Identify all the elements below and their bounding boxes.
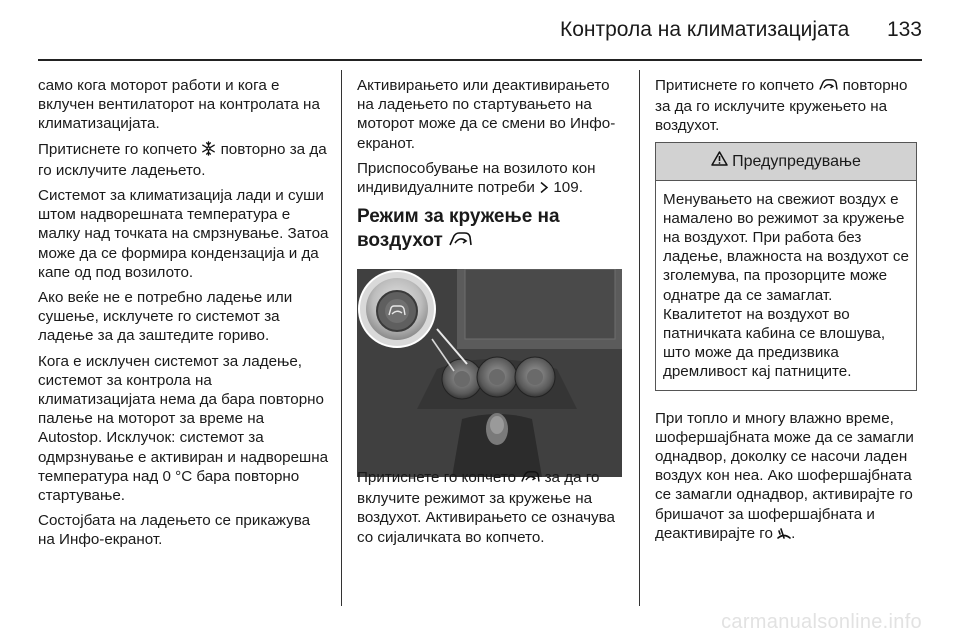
column-2 [357, 76, 625, 546]
paragraph: Состојбата на ладењето се прикажува на Инфо-екранот. [38, 512, 311, 549]
column-3 [655, 76, 922, 551]
paragraph: При топло и многу влажно време, шофершајбната може да се замагли однадвор, доколку се насочи ладен воздух кон неа. Ако шофершајбната се замагли однадвор, активирајте го бришачот за шофершајбната и деактивирајте го . [655, 409, 922, 545]
paragraph: Системот за климатизација лади и суши штом надворешната температура е малку над точката на смрзнување. Затоа може да се формира кондензација и да капе од под возилото. [38, 187, 329, 281]
paragraph: Кога е исклучен системот за ладење, системот за контрола на климатизацијата нема да бара повторно палење на моторот за време на Autostop. Исклучок: системот за одмрзнување е активиран и надворешна температура над 0 °C бара повторно стартување. [38, 352, 329, 505]
air-recirculation-icon [818, 78, 838, 97]
paragraph: Ако веќе не е потребно ладење или сушење, исклучете го системот за ладење за да заштедите гориво. [38, 289, 293, 345]
watermark: carmanualsonline.info [721, 611, 922, 633]
warning-header [656, 143, 916, 181]
page-number: 133 [886, 18, 922, 41]
warning-text: Менувањето на свежиот воздух е намалено во режимот за кружење на воздухот. При работа без ладење, влажноста на воздухот се зголемува, па прозорците може однатре да се замаглат. Квалитетот на воздухот во патничката кабина се влошува, што може да предизвика дремливост кај патниците. [663, 190, 909, 381]
paragraph: Притиснете го копчето повторно за да го исклучите ладењето. [38, 140, 327, 179]
paragraph: Приспособување на возилото кон индивидуалните потреби 109. [357, 159, 625, 199]
column-1 [38, 76, 330, 556]
page-header-title: Контрола на климатизацијата [560, 18, 850, 41]
warning-title: Предупредување [732, 152, 861, 170]
paragraph: само кога моторот работи и кога е вклучен вентилаторот на контролата на климатизацијата. [38, 77, 320, 133]
column-divider-2 [639, 70, 640, 606]
column-divider-1 [341, 70, 342, 606]
header-rule [38, 59, 922, 61]
warning-triangle-icon [711, 151, 728, 171]
photo-caption: Притиснете го копчето за да го вклучите режимот за кружење на воздухот. Активирањето се означува со сијаличката во копчето. [357, 469, 615, 546]
snowflake-ac-icon [201, 141, 216, 161]
wiper-icon [777, 526, 791, 545]
recirculation-button-photo [357, 269, 622, 477]
warning-box [655, 142, 917, 391]
air-recirculation-icon [520, 470, 540, 489]
paragraph: Активирањето или деактивирањето на ладењето по стартувањето на моторот може да се смени во Инфо-екранот. [357, 77, 616, 152]
page-reference-arrow-icon [539, 180, 549, 199]
air-recirculation-icon [448, 231, 472, 255]
section-heading: Режим за кружење на воздухот [357, 205, 625, 255]
paragraph: Притиснете го копчето повторно за да го исклучите кружењето на воздухот. [655, 77, 908, 135]
